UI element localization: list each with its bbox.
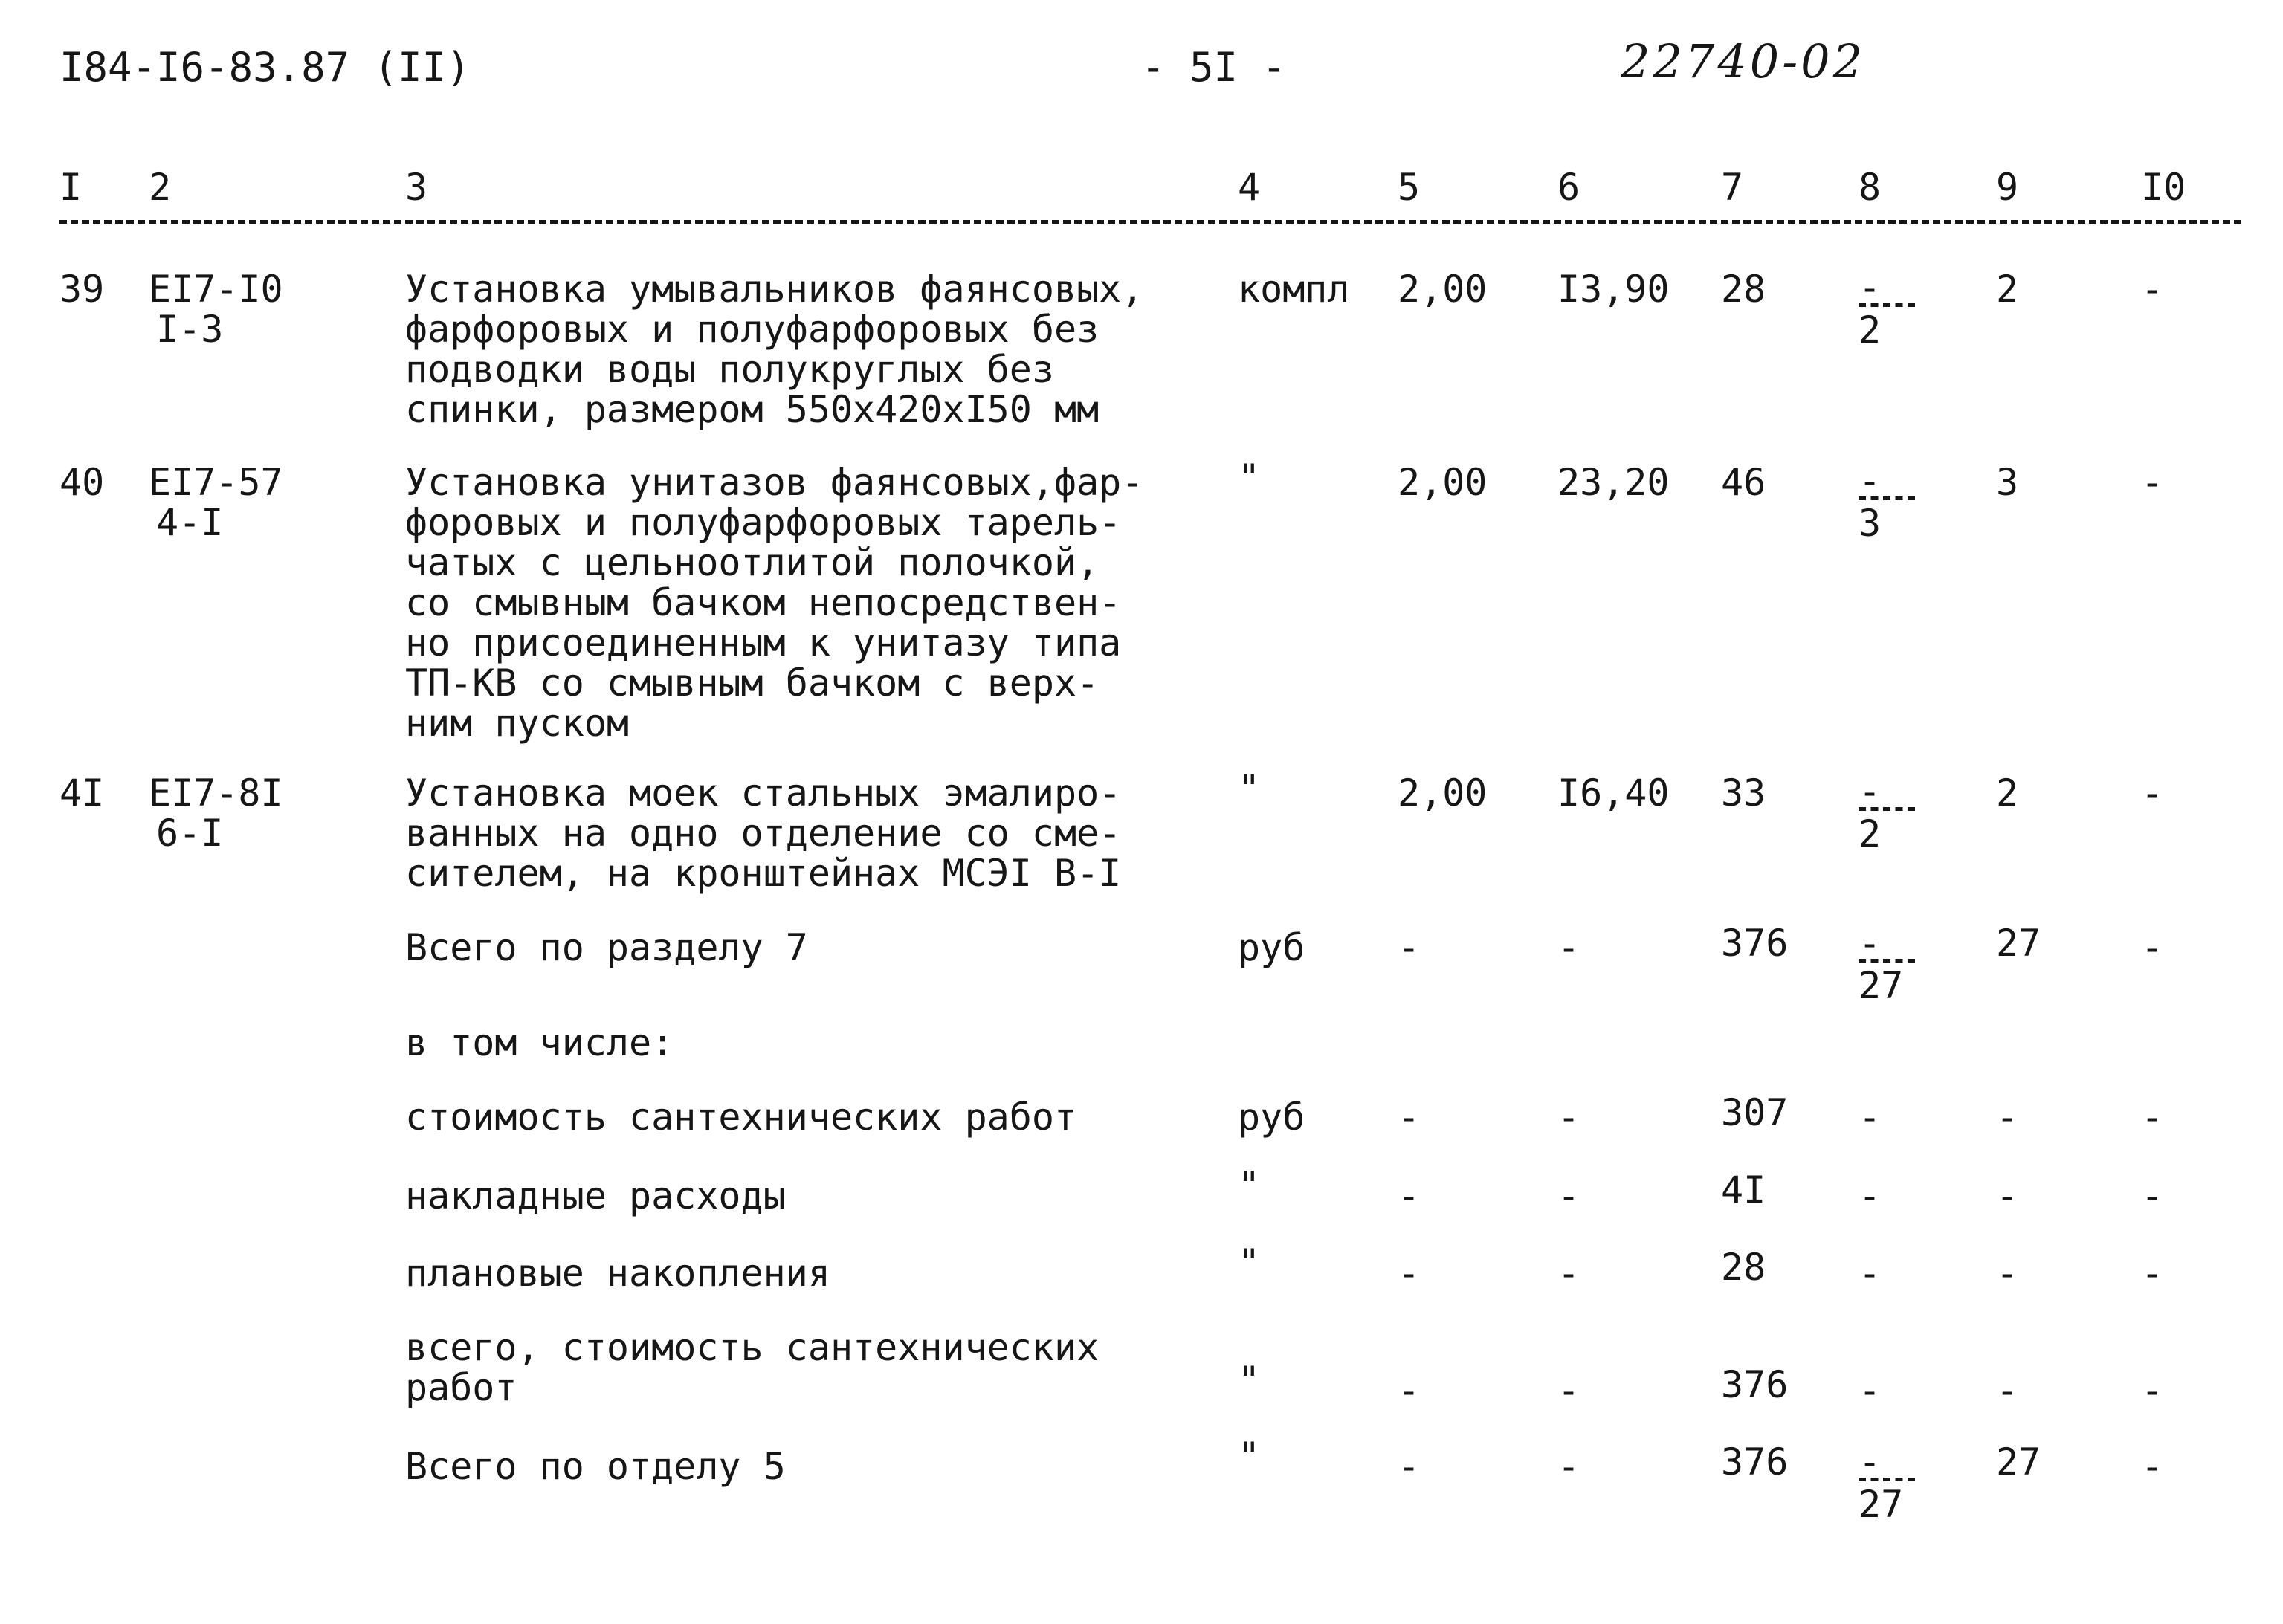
column-8-value: - [1859,1096,1882,1139]
summary-label: всего, стоимость сантехнических [405,1326,1099,1369]
row-description: но присоединенным к унитазу типа [405,621,1122,664]
rate-code: 6-I [156,812,224,855]
rate-code: I-3 [156,308,224,351]
row-description: сителем, на кронштейнах МСЭI В-I [405,852,1122,895]
total-cost: 28 [1721,268,1766,311]
fraction-numerator: - [1859,770,1882,813]
ditto-mark: " [1238,1359,1261,1402]
fraction-cell [1859,770,1925,855]
quantity: 2,00 [1398,268,1488,311]
unit-price: - [1557,1252,1580,1295]
page-number: - 5I - [1141,44,1287,91]
quantity: - [1398,1174,1421,1217]
quantity: 2,00 [1398,771,1488,815]
fraction-cell [1859,922,1925,1007]
unit-price: I6,40 [1557,771,1670,815]
row-description: форовых и полуфарфоровых тарель- [405,501,1122,544]
fraction-denominator: 2 [1859,812,1882,855]
column-10-value: - [2141,1096,2164,1139]
unit: руб [1238,926,1305,969]
summary-label: стоимость сантехнических работ [405,1096,1077,1139]
row-number: 39 [59,268,105,311]
quantity: - [1398,926,1421,969]
column-10-value: - [2141,926,2164,969]
fraction-denominator: 3 [1859,502,1882,545]
column-8-value: - [1859,1369,1882,1412]
column-header: I0 [2141,166,2186,209]
column-10-value: - [2141,1252,2164,1295]
fraction-numerator: - [1859,266,1882,309]
column-9-value: 3 [1996,461,2019,504]
column-10-value: - [2141,461,2164,504]
unit-price: - [1557,1174,1580,1217]
summary-label: плановые накопления [405,1252,830,1295]
total-cost: 376 [1721,1363,1789,1406]
unit: компл [1238,268,1350,311]
column-9-value: 27 [1996,1440,2041,1484]
rate-code: EI7-I0 [149,268,283,311]
row-number: 40 [59,461,105,504]
ditto-mark: " [1238,1434,1261,1478]
column-header: 3 [405,166,428,209]
column-10-value: - [2141,1445,2164,1488]
total-cost: 4I [1721,1168,1766,1211]
fraction-denominator: 27 [1859,1483,1904,1526]
header-divider [59,220,2241,224]
column-header: 8 [1859,166,1882,209]
ditto-mark: " [1238,1164,1261,1207]
ditto-mark: " [1238,1241,1261,1284]
unit-price: - [1557,1369,1580,1412]
fraction-cell [1859,459,1925,545]
column-10-value: - [2141,268,2164,311]
quantity: - [1398,1369,1421,1412]
column-header: 9 [1996,166,2019,209]
total-cost: 33 [1721,771,1766,815]
quantity: - [1398,1252,1421,1295]
column-10-value: - [2141,1369,2164,1412]
column-9-value: - [1996,1369,2019,1412]
ditto-mark: " [1238,456,1261,499]
total-cost: 376 [1721,922,1789,965]
column-10-value: - [2141,771,2164,815]
column-9-value: 27 [1996,922,2041,965]
fraction-cell [1859,266,1925,352]
unit-price: - [1557,926,1580,969]
column-8-value: - [1859,1252,1882,1295]
summary-label: работ [405,1366,517,1409]
handwritten-stamp: 22740-02 [1621,34,1866,88]
column-header: 6 [1557,166,1580,209]
row-description: со смывным бачком непосредствен- [405,581,1122,624]
rate-code: 4-I [156,501,224,544]
unit-price: - [1557,1445,1580,1488]
row-description: ним пуском [405,702,630,745]
row-description: чатых с цельноотлитой полочкой, [405,541,1099,584]
row-description: ванных на одно отделение со сме- [405,812,1122,855]
column-header: 2 [149,166,172,209]
row-description: Установка моек стальных эмалиро- [405,771,1122,815]
fraction-denominator: 27 [1859,964,1904,1007]
fraction-denominator: 2 [1859,308,1882,352]
column-header: 7 [1721,166,1744,209]
column-9-value: - [1996,1252,2019,1295]
row-number: 4I [59,771,105,815]
fraction-numerator: - [1859,459,1882,502]
column-9-value: - [1996,1096,2019,1139]
summary-label: Всего по отделу 5 [405,1445,786,1488]
subsection-label: в том числе: [405,1021,674,1064]
summary-label: накладные расходы [405,1174,786,1217]
total-cost: 28 [1721,1246,1766,1289]
unit-price: - [1557,1096,1580,1139]
row-description: Установка унитазов фаянсовых,фар- [405,461,1144,504]
row-description: Установка умывальников фаянсовых, [405,268,1144,311]
column-9-value: - [1996,1174,2019,1217]
quantity: 2,00 [1398,461,1488,504]
column-9-value: 2 [1996,268,2019,311]
document-code: I84-I6-83.87 (II) [59,44,471,91]
total-cost: 376 [1721,1440,1789,1484]
column-9-value: 2 [1996,771,2019,815]
unit-price: I3,90 [1557,268,1670,311]
ditto-mark: " [1238,767,1261,810]
row-description: подводки воды полукруглых без [405,348,1054,391]
column-header: 4 [1238,166,1261,209]
summary-label: Всего по разделу 7 [405,926,808,969]
quantity: - [1398,1445,1421,1488]
fraction-numerator: - [1859,1440,1882,1484]
column-header: I [59,166,83,209]
column-header: 5 [1398,166,1421,209]
fraction-numerator: - [1859,922,1882,965]
unit-price: 23,20 [1557,461,1670,504]
total-cost: 46 [1721,461,1766,504]
total-cost: 307 [1721,1091,1789,1134]
row-description: ТП-КВ со смывным бачком с верх- [405,661,1099,705]
row-description: спинки, размером 550х420хI50 мм [405,388,1099,431]
row-description: фарфоровых и полуфарфоровых без [405,308,1099,351]
column-8-value: - [1859,1174,1882,1217]
quantity: - [1398,1096,1421,1139]
unit: руб [1238,1096,1305,1139]
rate-code: EI7-57 [149,461,283,504]
fraction-cell [1859,1440,1925,1526]
column-10-value: - [2141,1174,2164,1217]
rate-code: EI7-8I [149,771,283,815]
